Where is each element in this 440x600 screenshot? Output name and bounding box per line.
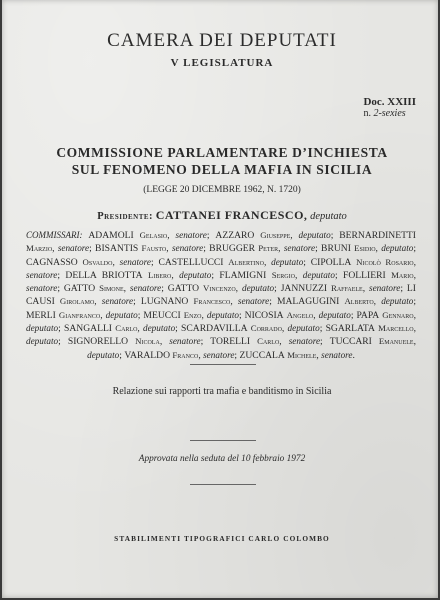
commissioner-role: senatore (369, 283, 401, 294)
commissioner-first-name: Michele (287, 349, 317, 360)
commissioner-first-name: Gianfranco (58, 309, 101, 320)
commissioner-surname: LI CAUSI (26, 283, 416, 308)
document-reference (363, 96, 416, 120)
commissioner-entry: ADAMOLI Gelasio, senatore (82, 230, 206, 241)
commissioner-surname: BRUGGER (209, 243, 256, 255)
commissioner-role: deputato (271, 256, 304, 267)
commissioner-surname: CASTELLUCCI (158, 256, 224, 268)
commissioner-separator: ; (269, 296, 277, 308)
commissioner-separator: ; (58, 336, 68, 348)
commissioner-surname: FLAMIGNI (219, 269, 267, 281)
commissioner-role: deputato (87, 349, 120, 360)
commissioner-surname: AZZARO (215, 230, 255, 241)
president-role: deputato (310, 211, 347, 222)
commissioner-entry: ; ZUCCALA Michele, senatore (234, 349, 353, 361)
commissioner-entry: ; GATTO Simone, senatore (57, 283, 162, 295)
commissioner-first-name: Carlo (115, 323, 138, 334)
commissioner-first-name: Franco (172, 349, 199, 360)
commissioner-entry: ; GATTO Vincenzo, deputato (161, 283, 275, 295)
commissioner-first-name: Mario (391, 269, 414, 280)
commissioner-entry: ; NICOSIA Angelo, deputato (239, 309, 351, 321)
commissioner-entry: ; AZZARO Giuseppe, deputato (206, 230, 331, 241)
commissioner-entry: ; DELLA BRIOTTA Libero, deputato (57, 269, 212, 281)
commissioner-entry: ; SGARLATA Marcello, deputato (26, 323, 417, 347)
commissioner-first-name: Libero (147, 269, 172, 280)
commissioner-first-name: Raffaele (330, 283, 363, 294)
commission-title-line-1: COMMISSIONE PARLAMENTARE D’INCHIESTA (56, 145, 388, 160)
commissioner-role: deputato (26, 323, 59, 334)
commission-title (42, 144, 402, 178)
commissioner-entry: ; SCARDAVILLA Corrado, deputato (175, 323, 320, 335)
law-reference: (LEGGE 20 DICEMBRE 1962, N. 1720) (143, 185, 301, 195)
divider-bottom (190, 484, 256, 485)
legislature-label: V LEGISLATURA (170, 57, 274, 69)
commissioner-first-name: Vincenzo (202, 283, 236, 294)
commissioner-surname: TUCCARI (329, 336, 372, 348)
doc-subnumber-prefix: n. (363, 108, 371, 119)
commissioner-separator: ; (133, 296, 141, 308)
commissioner-role: deputato (241, 283, 275, 294)
commissioner-role: senatore (26, 283, 58, 294)
commissioner-entry: ; CAGNASSO Osvaldo, senatore (26, 243, 417, 268)
commissioner-separator: ; (206, 230, 216, 241)
commissioner-role: deputato (179, 269, 212, 280)
commissioner-first-name: Gennaro (382, 309, 414, 320)
president-name: CATTANEI FRANCESCO, (155, 208, 308, 222)
commissioner-separator: ; (57, 269, 66, 281)
commissioner-separator: ; (320, 336, 330, 348)
commissioner-entry: ; LI CAUSI Girolamo, senatore (26, 283, 416, 308)
commissioner-entry: ; BERNARDINETTI Marzio, senatore (26, 230, 416, 255)
report-title: Relazione sui rapporti tra mafia e banditismo in Sicilia (112, 386, 332, 397)
commissioner-separator: ; (413, 296, 417, 308)
commissioner-surname: DELLA BRIOTTA (65, 269, 143, 281)
commissioner-first-name: Sergio (271, 269, 295, 280)
commissioner-role: senatore (321, 349, 353, 360)
commissioner-entry: ; LUGNANO Francesco, senatore (133, 296, 270, 308)
commissioner-role: senatore (237, 296, 270, 307)
commissioner-first-name: Corrado (250, 323, 282, 334)
printer-imprint: STABILIMENTI TIPOGRAFICI CARLO COLOMBO (114, 534, 330, 543)
commissioner-separator: ; (137, 309, 144, 321)
commissioner-separator: ; (200, 336, 211, 348)
commissioner-separator: ; (330, 230, 340, 241)
commissioner-surname: MERLI (26, 309, 56, 321)
commissioner-separator: ; (58, 323, 65, 335)
commissioner-surname: GATTO (167, 283, 200, 295)
approval-date-line: Approvata nella seduta del 10 febbraio 1972 (138, 454, 306, 464)
commissioner-separator: ; (161, 283, 168, 295)
commissioner-separator: ; (203, 243, 210, 255)
president-line (42, 208, 402, 223)
commissioner-first-name: Nicola (135, 336, 160, 347)
commissioner-role: deputato (381, 243, 414, 254)
commissioner-first-name: Giuseppe (260, 230, 291, 240)
commissioner-separator: ; (89, 243, 96, 255)
commissioner-role: deputato (298, 230, 331, 240)
doc-number: Doc. XXIII (363, 96, 416, 108)
commissioner-first-name: Osvaldo (82, 256, 113, 267)
commissioner-surname: BERNARDINETTI (339, 230, 416, 241)
commissioner-role: senatore (288, 336, 321, 347)
commissioner-first-name: Esidio (354, 243, 376, 254)
commissioner-entry: ; SIGNORELLO Nicola, senatore (58, 336, 201, 348)
commissioner-separator: ; (315, 243, 322, 255)
commissioner-role: deputato (381, 296, 414, 307)
commissioner-surname: TORELLI (210, 336, 251, 348)
commissioner-separator: ; (274, 283, 281, 295)
commissioner-surname: JANNUZZI (280, 283, 328, 295)
commissioner-entry: ; MEUCCI Enzo, deputato (137, 309, 239, 321)
doc-subnumber (363, 108, 416, 120)
commissioner-role: senatore (119, 256, 151, 267)
commissioner-surname: SGARLATA (325, 323, 375, 335)
commissioner-first-name: Fausto (141, 243, 167, 254)
commissioner-role: deputato (105, 309, 138, 320)
commissioner-separator: ; (239, 309, 245, 321)
commissioner-role: deputato (318, 309, 351, 320)
commissioner-first-name: Carlo (257, 336, 280, 347)
commissioner-first-name: Francesco (193, 296, 231, 307)
commissioner-entry: ; FLAMIGNI Sergio, deputato (211, 269, 335, 281)
commissioner-surname: GATTO (63, 283, 96, 295)
commissioner-role: deputato (287, 323, 320, 334)
commissioner-entry: ; SANGALLI Carlo, deputato (58, 323, 176, 335)
divider-middle (190, 440, 256, 441)
commissioner-entry: ; CIPOLLA Nicolò Rosario, senatore (26, 256, 416, 280)
commissioner-first-name: Nicolò Rosario (356, 256, 414, 267)
commissioner-role: deputato (302, 269, 335, 280)
commissioner-role: senatore (26, 269, 58, 280)
commissioner-first-name: Marzio (26, 243, 53, 254)
commissioner-role: senatore (169, 336, 201, 347)
commissioner-first-name: Emanuele (378, 336, 414, 347)
commissioner-surname: PAPA (356, 309, 380, 321)
commissioner-first-name: Simone (99, 283, 124, 294)
commissioner-entry: ; BRUGGER Peter, senatore (203, 243, 316, 255)
commissioner-role: deputato (206, 309, 239, 320)
commissioner-separator: ; (303, 256, 311, 268)
commissioner-entry: ; TORELLI Carlo, senatore (200, 336, 321, 348)
commissioner-surname: FOLLIERI (343, 269, 386, 281)
commissioner-first-name: Girolamo (59, 296, 95, 307)
commissioners-end: . (352, 349, 355, 361)
commissioner-first-name: Marcello (378, 323, 414, 334)
commissioner-first-name: Gelasio (139, 230, 168, 240)
commissioner-separator: ; (150, 256, 159, 268)
commissioner-surname: MALAGUGINI (276, 296, 340, 308)
president-label: Presidente: (97, 211, 154, 222)
commission-title-line-2: SUL FENOMENO DELLA MAFIA IN SICILIA (71, 162, 373, 177)
commissioner-role: senatore (175, 230, 207, 240)
commissioner-surname: BISANTIS (95, 243, 139, 255)
commissioner-separator: ; (413, 243, 417, 255)
commissioner-role: deputato (26, 336, 59, 347)
commissioner-role: senatore (283, 243, 316, 254)
commissioner-role: senatore (101, 296, 134, 307)
commissioner-surname: SCARDAVILLA (181, 323, 248, 335)
document-cover (2, 0, 438, 598)
commissioners-list (26, 229, 416, 362)
commissioner-surname: CAGNASSO (26, 256, 78, 268)
house-title: CAMERA DEI DEPUTATI (107, 30, 337, 51)
commissioner-surname: CIPOLLA (310, 256, 352, 268)
commissioner-entry: ; JANNUZZI Raffaele, senatore (274, 283, 401, 295)
commissioner-separator: ; (211, 269, 220, 281)
commissioner-separator: ; (319, 323, 326, 335)
commissioner-surname: VARALDO (124, 349, 170, 361)
commissioner-separator: ; (234, 349, 240, 361)
commissioners-label: COMMISSARI: (26, 230, 83, 240)
commissioner-first-name: Alberto (344, 296, 374, 307)
commissioner-role: deputato (143, 323, 176, 334)
doc-subnumber-value: 2-sexies (373, 108, 406, 119)
commissioner-surname: BRUNI (321, 243, 351, 255)
commissioner-first-name: Albertino (228, 256, 264, 267)
commissioner-separator: ; (350, 309, 357, 321)
commissioner-entry: ; MALAGUGINI Alberto, deputato (269, 296, 414, 308)
commissioner-entry: ; PAPA Gennaro, deputato (26, 309, 416, 334)
commissioner-separator: ; (119, 349, 125, 361)
commissioner-separator: ; (57, 283, 64, 295)
commissioner-role: senatore (57, 243, 90, 254)
commissioner-entry: ; BISANTIS Fausto, senatore (89, 243, 204, 255)
commissioner-surname: LUGNANO (140, 296, 189, 308)
commissioner-entry: ; CASTELLUCCI Albertino, deputato (150, 256, 304, 268)
commissioner-separator: ; (175, 323, 182, 335)
commissioner-surname: NICOSIA (244, 309, 284, 321)
commissioner-entry: ; FOLLIERI Mario, senatore (26, 269, 417, 294)
commissioner-role: senatore (171, 243, 204, 254)
divider-top (190, 364, 256, 365)
commissioner-surname: MEUCCI (143, 309, 181, 321)
commissioner-role: senatore (129, 283, 162, 294)
commissioner-first-name: Enzo (183, 309, 202, 320)
commissioner-separator: ; (400, 283, 407, 295)
commissioner-entry: ; MERLI Gianfranco, deputato (26, 296, 417, 321)
commissioner-separator: ; (334, 269, 344, 281)
commissioner-surname: ZUCCALA (239, 349, 285, 361)
commissioner-role: senatore (203, 349, 235, 360)
commissioner-surname: ADAMOLI (88, 230, 134, 241)
commissioner-surname: SANGALLI (64, 323, 112, 335)
commissioner-entry: ; BRUNI Esidio, deputato (315, 243, 414, 255)
commissioner-entry: ; VARALDO Franco, senatore (119, 349, 235, 361)
commissioner-first-name: Peter (258, 243, 279, 254)
commissioner-first-name: Angelo (286, 309, 314, 320)
commissioner-surname: SIGNORELLO (67, 336, 129, 348)
commissioner-entry: ; TUCCARI Emanuele, deputato (87, 336, 416, 360)
